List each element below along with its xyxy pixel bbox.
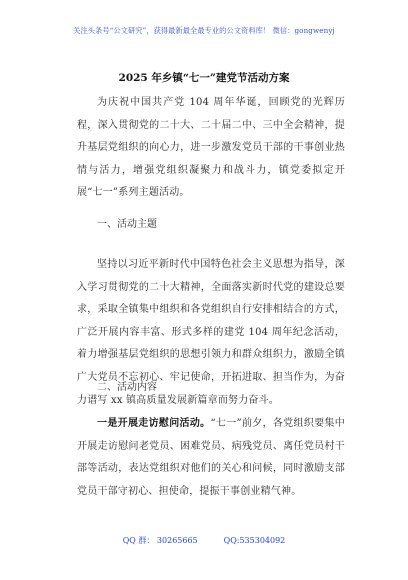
item-lead: 一是开展走访慰问活动。: [97, 418, 211, 429]
theme-text: 坚持以习近平新时代中国特色社会主义思想为指导，深入学习贯彻党的二十大精神，全面落实新时代党的建设总要求，采取全镇集中组织和各党组织自行安排相结合的方式，广泛开展内容丰富、形式多样的建党 104 周年纪念活动，着力增强基层党组织的思想引领力和群众组织力，激励全镇广大党员不忘初心、牢记使命，开拓进取、担当作为，为奋力谱写 xx 镇高质量发展新篇章而努力奋斗。: [77, 259, 345, 406]
content-text: [77, 413, 345, 503]
intro-paragraph: [77, 92, 345, 205]
content-paragraph: [77, 413, 345, 503]
footer-qq-group: QQ 群： 30265665: [122, 536, 198, 545]
section-heading-content: 二、活动内容: [97, 382, 157, 393]
intro-text: 为庆祝中国共产党 104 周年华诞，回顾党的光辉历程，深入贯彻党的二十大、二十届二中、三中全会精神，提升基层党组织的向心力，进一步激发党员干部的干事创业热情与活力，增强党组织凝聚力和战斗力，镇党委拟定开展“七一”系列主题活动。: [77, 97, 345, 199]
footer-qq-number: QQ:535304092: [223, 536, 286, 545]
header-banner: 关注头条号“公文研究”，获得最新最全最专业的公文资料库！ 微信：gongwenyj: [73, 26, 335, 35]
section-heading-theme: 一、活动主题: [97, 219, 157, 230]
document-title: 2025 年乡镇“七一”建党节活动方案: [118, 72, 290, 84]
item-body: “七一”前夕，各党组织要集中开展走访慰问老党员、困难党员、病残党员、离任党员村干部等活动，表达党组织对他们的关心和问候，同时激励支部党员干部守初心、担使命，提振干事创业精气神。: [77, 418, 345, 497]
footer-contacts: [0, 535, 408, 546]
